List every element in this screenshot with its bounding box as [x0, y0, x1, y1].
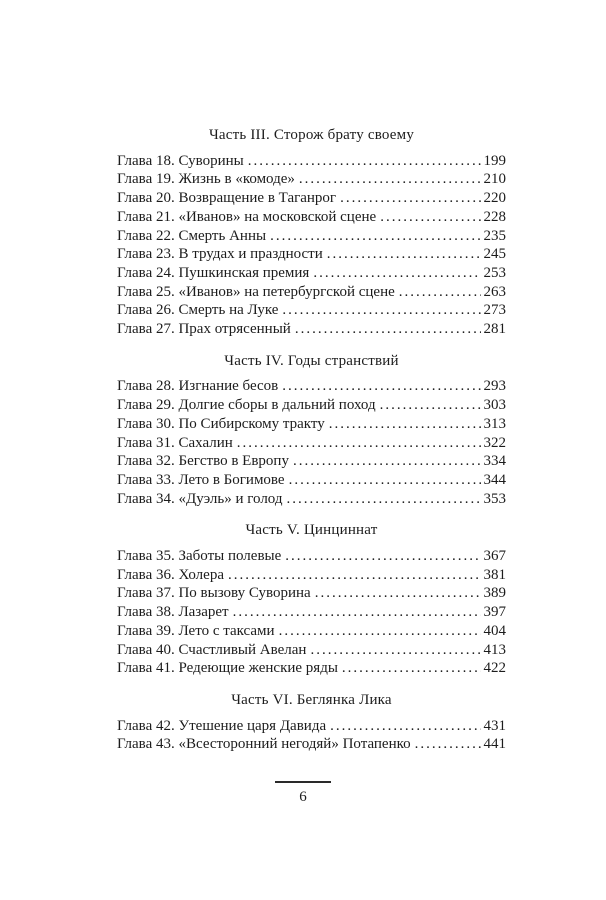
toc-entry	[117, 717, 506, 736]
toc-entry	[117, 566, 506, 585]
toc-section	[117, 126, 506, 339]
toc-entry-page: 397	[483, 604, 506, 621]
toc-entry	[117, 603, 506, 622]
page-footer	[0, 781, 606, 806]
dot-leader	[289, 471, 481, 490]
toc-entry	[117, 490, 506, 509]
toc-entry-page: 210	[483, 171, 506, 188]
toc-entry-page: 422	[483, 660, 506, 677]
toc-entry-title: Глава 30. По Сибирскому тракту	[117, 415, 325, 432]
dot-leader	[228, 566, 481, 585]
toc-entry-page: 353	[483, 490, 506, 507]
toc-entry-page: 281	[483, 321, 506, 338]
toc-entry-title: Глава 42. Утешение царя Давида	[117, 717, 327, 734]
toc-entry	[117, 152, 506, 171]
dot-leader	[287, 490, 481, 509]
toc-entry	[117, 452, 506, 471]
toc-entry-title: Глава 36. Холера	[117, 566, 224, 583]
toc-entry-title: Глава 38. Лазарет	[117, 604, 229, 621]
toc-entry-title: Глава 41. Редеющие женские ряды	[117, 660, 338, 677]
section-heading: Часть V. Цинциннат	[245, 522, 378, 539]
section-heading: Часть VI. Беглянка Лика	[231, 691, 392, 708]
toc-entry-title: Глава 23. В трудах и праздности	[117, 246, 323, 263]
toc-entry	[117, 377, 506, 396]
toc-entry-title: Глава 21. «Иванов» на московской сцене	[117, 208, 377, 225]
toc-entry-page: 199	[483, 152, 506, 169]
toc-entry	[117, 641, 506, 660]
dot-leader	[330, 717, 480, 736]
toc-entry	[117, 208, 506, 227]
toc-entry-page: 322	[483, 434, 506, 451]
toc-entry	[117, 227, 506, 246]
toc-entry-page: 273	[483, 302, 506, 319]
dot-leader	[285, 547, 480, 566]
toc-section	[117, 352, 506, 509]
toc-entry-page: 367	[483, 548, 506, 565]
dot-leader	[380, 396, 481, 415]
dot-leader	[329, 415, 481, 434]
toc-entry-title: Глава 28. Изгнание бесов	[117, 378, 279, 395]
toc-entry-page: 389	[483, 585, 506, 602]
toc-entry	[117, 471, 506, 490]
toc-entry-page: 313	[483, 415, 506, 432]
dot-leader	[282, 301, 480, 320]
toc-entry-title: Глава 34. «Дуэль» и голод	[117, 490, 283, 507]
toc-entry	[117, 283, 506, 302]
toc-entry-title: Глава 32. Бегство в Европу	[117, 453, 289, 470]
toc-entry-title: Глава 27. Прах отрясенный	[117, 321, 291, 338]
toc-section	[117, 691, 506, 754]
toc-entry-page: 441	[483, 736, 506, 753]
toc-entry-title: Глава 24. Пушкинская премия	[117, 264, 310, 281]
toc-entry	[117, 396, 506, 415]
dot-leader	[299, 170, 481, 189]
dot-leader	[313, 264, 480, 283]
toc-entry-title: Глава 43. «Всесторонний негодяй» Потапенко	[117, 736, 411, 753]
dot-leader	[282, 377, 480, 396]
dot-leader	[342, 659, 481, 678]
toc-entry-title: Глава 40. Счастливый Авелан	[117, 641, 307, 658]
toc-entry	[117, 170, 506, 189]
toc-entry	[117, 264, 506, 283]
toc-entry-page: 334	[483, 453, 506, 470]
toc-entry	[117, 245, 506, 264]
page-number: 6	[299, 789, 307, 805]
dot-leader	[340, 189, 480, 208]
toc-entry	[117, 189, 506, 208]
dot-leader	[380, 208, 480, 227]
table-of-contents	[117, 126, 506, 754]
toc-entry-page: 303	[483, 397, 506, 414]
dot-leader	[327, 245, 481, 264]
toc-entry-page: 245	[483, 246, 506, 263]
toc-entry-title: Глава 20. Возвращение в Таганрог	[117, 190, 337, 207]
toc-entry-page: 293	[483, 378, 506, 395]
toc-entry	[117, 659, 506, 678]
toc-entry-title: Глава 37. По вызову Суворина	[117, 585, 311, 602]
footer-rule	[275, 781, 331, 783]
dot-leader	[237, 434, 481, 453]
toc-entry-title: Глава 35. Заботы полевые	[117, 548, 282, 565]
toc-section	[117, 521, 506, 678]
toc-entry	[117, 320, 506, 339]
dot-leader	[248, 152, 481, 171]
toc-entry	[117, 584, 506, 603]
dot-leader	[270, 227, 480, 246]
dot-leader	[295, 320, 481, 339]
dot-leader	[293, 452, 481, 471]
dot-leader	[233, 603, 481, 622]
toc-entry-page: 263	[483, 283, 506, 300]
toc-entry-page: 413	[483, 641, 506, 658]
toc-entry-title: Глава 19. Жизнь в «комоде»	[117, 171, 295, 188]
dot-leader	[279, 622, 481, 641]
toc-entry-page: 228	[483, 208, 506, 225]
section-heading: Часть III. Сторож брату своему	[208, 127, 415, 143]
section-heading: Часть IV. Годы странствий	[224, 352, 399, 369]
toc-entry	[117, 622, 506, 641]
dot-leader	[399, 283, 481, 302]
toc-entry-page: 404	[483, 622, 506, 639]
toc-entry-title: Глава 25. «Иванов» на петербургской сцене	[117, 283, 395, 300]
toc-entry-title: Глава 33. Лето в Богимове	[117, 471, 285, 488]
toc-entry-page: 431	[483, 717, 506, 734]
toc-entry	[117, 415, 506, 434]
dot-leader	[415, 735, 481, 754]
dot-leader	[315, 584, 481, 603]
toc-entry	[117, 301, 506, 320]
toc-entry-title: Глава 29. Долгие сборы в дальний поход	[117, 397, 376, 414]
toc-entry-title: Глава 18. Суворины	[117, 152, 244, 169]
toc-entry-title: Глава 39. Лето с таксами	[117, 622, 275, 639]
toc-entry-title: Глава 22. Смерть Анны	[117, 227, 267, 244]
toc-entry-page: 344	[483, 471, 506, 488]
toc-entry	[117, 434, 506, 453]
toc-entry	[117, 547, 506, 566]
toc-entry-title: Глава 26. Смерть на Луке	[117, 302, 279, 319]
dot-leader	[310, 641, 480, 660]
toc-entry-page: 220	[483, 190, 506, 207]
toc-entry-page: 381	[483, 566, 506, 583]
toc-entry-title: Глава 31. Сахалин	[117, 434, 233, 451]
toc-entry-page: 235	[483, 227, 506, 244]
toc-entry-page: 253	[483, 264, 506, 281]
toc-entry	[117, 735, 506, 754]
